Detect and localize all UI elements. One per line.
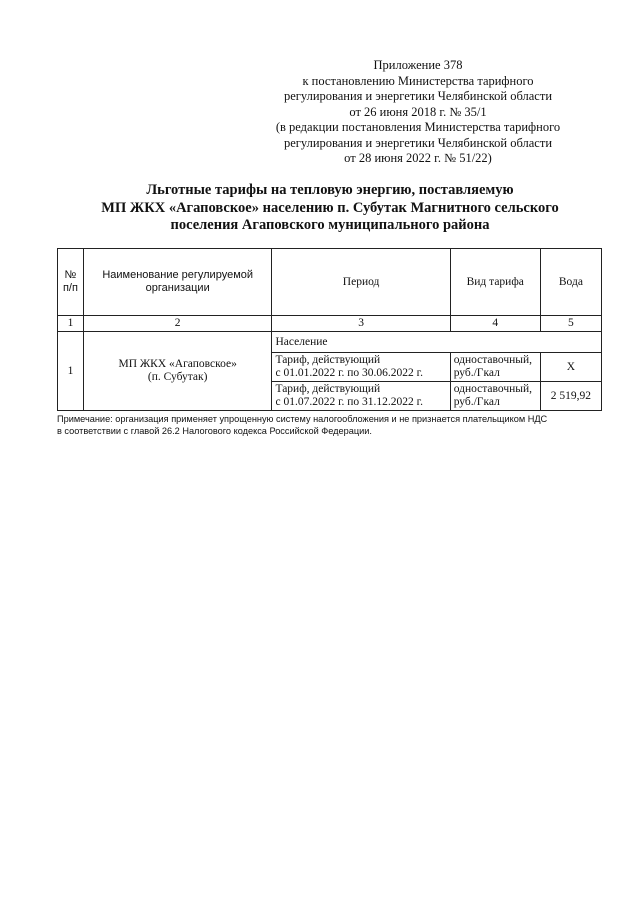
period-line: Тариф, действующий [275,383,381,395]
appendix-line: от 28 июня 2022 г. № 51/22) [344,151,492,165]
footnote-line: Примечание: организация применяет упрощенную систему налогообложения и не признается плательщиком НДС [57,414,548,424]
kind-line: одноставочный, [453,354,533,366]
header-period: Период [272,249,450,316]
period-line: с 01.07.2022 г. по 31.12.2022 г. [275,396,423,408]
appendix-line: от 26 июня 2018 г. № 35/1 [349,104,487,119]
header-organization: Наименование регулируемой организации [83,249,272,316]
tariff-table [57,248,602,411]
column-number: 3 [272,316,450,332]
population-label: Население [272,332,602,353]
organization-line: МП ЖКХ «Агаповское» [118,358,237,370]
kind-line: руб./Гкал [453,367,500,379]
appendix-block [248,58,588,167]
footnote [57,414,617,437]
water-value: X [540,353,601,382]
row-number: 1 [58,332,84,411]
title-line: МП ЖКХ «Агаповское» населению п. Субутак Магнитного сельского [101,199,559,216]
column-number: 2 [83,316,272,332]
appendix-line: Приложение 378 [373,58,463,72]
appendix-line: регулирования и энергетики Челябинской области [283,89,553,103]
tariff-kind [450,353,540,382]
column-number: 4 [450,316,540,332]
tariff-period [272,382,450,411]
title-line: Льготные тарифы на тепловую энергию, поставляемую [146,182,514,198]
kind-line: одноставочный, [453,383,533,395]
tariff-kind [450,382,540,411]
appendix-line: регулирования и энергетики Челябинской области [283,135,553,150]
footnote-line: в соответствии с главой 26.2 Налогового кодекса Российской Федерации. [57,425,372,436]
appendix-line: к постановлению Министерства тарифного [302,73,534,88]
column-number: 1 [58,316,84,332]
water-value: 2 519,92 [540,382,601,411]
header-no: № п/п [58,249,84,316]
table-row [58,332,602,353]
tariff-period [272,353,450,382]
title-line: поселения Агаповского муниципального района [170,217,490,233]
column-number: 5 [540,316,601,332]
organization-name [83,332,272,411]
table-header-row [58,249,602,316]
appendix-line: (в редакции постановления Министерства тарифного [275,120,561,134]
header-tariff-kind: Вид тарифа [450,249,540,316]
period-line: с 01.01.2022 г. по 30.06.2022 г. [275,367,423,379]
document-title [60,182,600,235]
organization-line: (п. Субутак) [147,371,208,383]
header-water: Вода [540,249,601,316]
kind-line: руб./Гкал [453,396,500,408]
column-numbers-row [58,316,602,332]
period-line: Тариф, действующий [275,354,381,366]
